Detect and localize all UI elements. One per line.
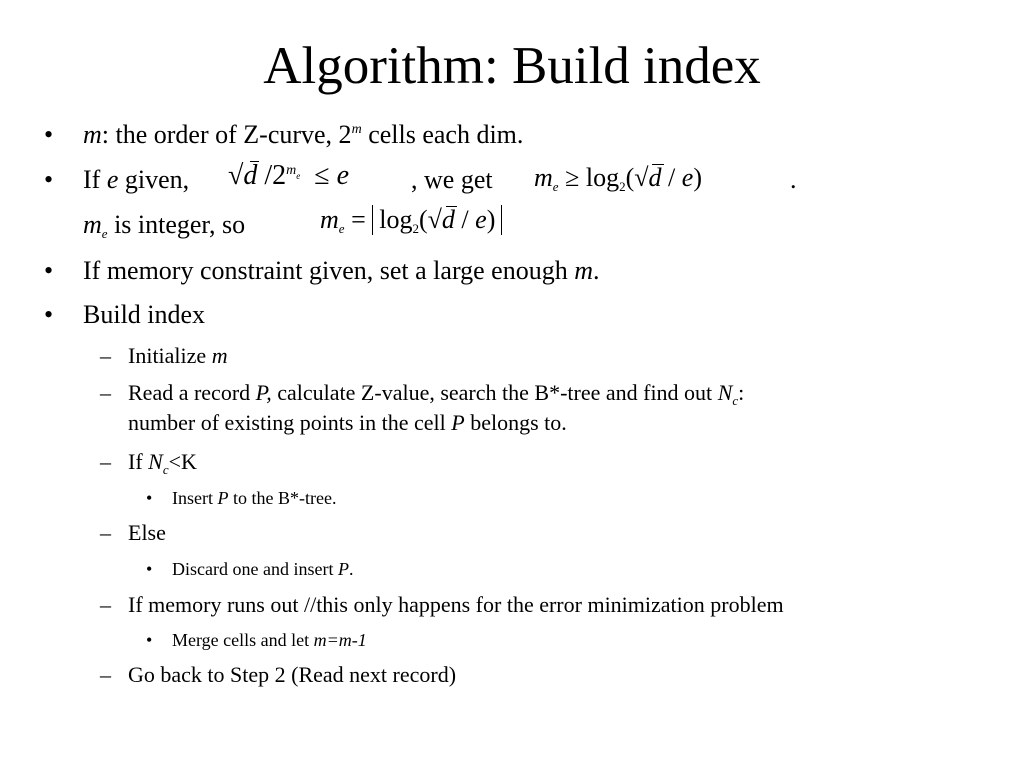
formula2-close: ) bbox=[693, 163, 702, 192]
var-p: P bbox=[337, 559, 349, 579]
formula-sup-m: m bbox=[286, 163, 297, 178]
step-read-record bbox=[128, 380, 744, 406]
formula2-slash: / bbox=[668, 163, 676, 192]
step-merge bbox=[172, 629, 367, 651]
formula2-sub-e: e bbox=[552, 179, 559, 194]
formula2-m: m bbox=[534, 163, 553, 192]
formula2-e: e bbox=[681, 163, 694, 192]
bullet-m-definition bbox=[83, 120, 523, 150]
formula-sup-sub-e: e bbox=[296, 171, 301, 181]
period: . bbox=[790, 165, 797, 194]
slide-title: Algorithm: Build index bbox=[263, 37, 761, 95]
sqrt-d-3 bbox=[428, 205, 455, 235]
sup-m: m bbox=[351, 122, 362, 137]
bullet-marker: • bbox=[146, 488, 153, 508]
formula-e: e bbox=[336, 160, 350, 191]
dash-marker: – bbox=[100, 662, 111, 687]
formula-m: m bbox=[320, 205, 339, 234]
var-m: m bbox=[83, 120, 102, 149]
sub-c: c bbox=[162, 462, 169, 477]
formula-slash: / bbox=[264, 160, 273, 191]
me-integer-line bbox=[83, 210, 245, 240]
formula-d: d bbox=[243, 160, 258, 191]
formula-log: log bbox=[379, 205, 413, 234]
insert-text: Insert bbox=[172, 488, 218, 508]
step-go-back: Go back to Step 2 (Read next record) bbox=[128, 662, 457, 687]
formula-open: ( bbox=[418, 205, 428, 234]
formula2-open: ( bbox=[625, 163, 635, 192]
memory-constraint-text: If memory constraint given, set a large enough bbox=[83, 256, 575, 285]
var-m: m bbox=[83, 210, 102, 239]
bullet-memory-constraint bbox=[83, 256, 600, 286]
formula-close: ) bbox=[486, 205, 496, 234]
period: . bbox=[593, 256, 600, 285]
formula2-d: d bbox=[648, 163, 662, 192]
read-text: Read a record bbox=[128, 380, 256, 405]
dash-marker: – bbox=[100, 449, 111, 474]
bullet-e-given bbox=[83, 165, 189, 195]
colon: : bbox=[738, 380, 745, 405]
step-if-nc-lt-k bbox=[128, 449, 197, 475]
var-p: P, bbox=[255, 380, 272, 405]
step-discard bbox=[172, 558, 353, 580]
discard-text: Discard one and insert bbox=[172, 559, 338, 579]
dash-marker: – bbox=[100, 380, 111, 405]
var-p: P bbox=[217, 488, 229, 508]
step-read-record-line2 bbox=[128, 410, 567, 436]
bullet-marker: • bbox=[44, 256, 54, 285]
formula-log-sub: 2 bbox=[412, 221, 419, 236]
k-value: K bbox=[181, 449, 197, 474]
formula-d: d bbox=[441, 205, 455, 234]
var-m: m bbox=[211, 343, 228, 368]
formula-me-ceil-log bbox=[320, 205, 502, 235]
bullet-build-index: Build index bbox=[83, 300, 206, 329]
bullet-marker: • bbox=[146, 559, 153, 579]
formula-sqrt-d-over-2-me-leq-e bbox=[228, 160, 349, 192]
insert-text-end: to the B*-tree. bbox=[228, 488, 337, 508]
if-text: If bbox=[128, 449, 149, 474]
we-get-text: , we get bbox=[411, 165, 493, 194]
period: . bbox=[348, 559, 354, 579]
bullet-marker: • bbox=[44, 120, 54, 149]
formula-me-geq-log bbox=[534, 163, 702, 193]
bullet-marker: • bbox=[146, 630, 153, 650]
formula-sub-e: e bbox=[338, 221, 345, 236]
formula2-log: log bbox=[585, 163, 620, 192]
sub-c: c bbox=[732, 393, 739, 408]
step-insert bbox=[172, 487, 336, 509]
less-than: < bbox=[168, 449, 182, 474]
merge-expression: m=m-1 bbox=[313, 630, 367, 650]
bullet-marker: • bbox=[44, 165, 54, 194]
dash-marker: – bbox=[100, 592, 111, 617]
e-given-text2: given, bbox=[118, 165, 190, 194]
var-n: N bbox=[717, 380, 733, 405]
sub-e: e bbox=[101, 226, 108, 241]
read-line2-text: number of existing points in the cell bbox=[128, 410, 452, 435]
var-p: P bbox=[451, 410, 465, 435]
integer-text: is integer, so bbox=[107, 210, 246, 239]
step-else: Else bbox=[128, 520, 166, 545]
formula-leq: ≤ bbox=[314, 160, 330, 191]
step-initialize bbox=[128, 343, 228, 369]
bullet-marker: • bbox=[44, 300, 54, 329]
ceiling-brackets bbox=[372, 205, 502, 235]
initialize-text: Initialize bbox=[128, 343, 212, 368]
sqrt-icon: √ bbox=[228, 160, 244, 191]
var-n: N bbox=[148, 449, 163, 474]
sqrt-d bbox=[228, 160, 257, 192]
var-m: m bbox=[574, 256, 593, 285]
formula2-geq: ≥ bbox=[565, 163, 580, 192]
dash-marker: – bbox=[100, 343, 111, 368]
formula-eq: = bbox=[351, 205, 366, 234]
read-text-2: calculate Z-value, search the B*-tree and find out bbox=[271, 380, 718, 405]
var-e: e bbox=[106, 165, 119, 194]
read-line2-end: belongs to. bbox=[464, 410, 567, 435]
formula-e: e bbox=[475, 205, 487, 234]
formula-slash: / bbox=[461, 205, 469, 234]
formula-two: 2 bbox=[272, 160, 287, 191]
formula2-log-sub: 2 bbox=[619, 179, 626, 194]
e-given-text: If bbox=[83, 165, 107, 194]
sqrt-icon: √ bbox=[634, 163, 649, 192]
step-memory-runs-out: If memory runs out //this only happens for the error minimization problem bbox=[128, 592, 784, 617]
sqrt-icon: √ bbox=[427, 205, 442, 234]
m-def-text: : the order of Z-curve, 2 bbox=[101, 120, 352, 149]
sqrt-d-2 bbox=[634, 163, 661, 193]
merge-text: Merge cells and let bbox=[172, 630, 314, 650]
m-def-text-end: cells each dim. bbox=[361, 120, 524, 149]
dash-marker: – bbox=[100, 520, 111, 545]
